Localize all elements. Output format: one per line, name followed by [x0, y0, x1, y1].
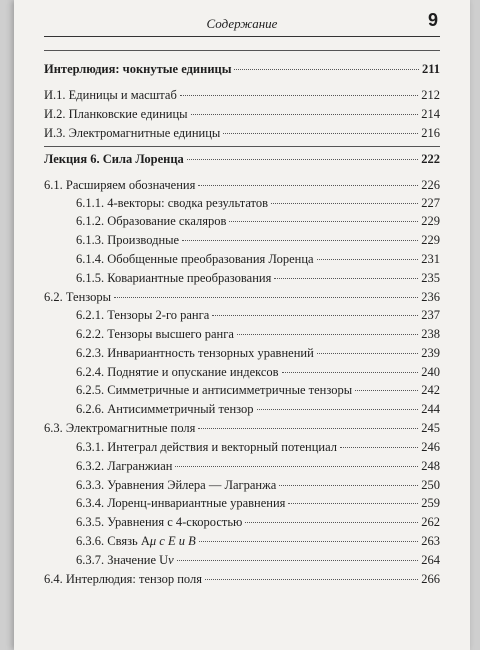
toc-entry[interactable] — [44, 88, 440, 106]
toc-entry-page: 259 — [421, 496, 440, 510]
dot-leader — [229, 221, 418, 222]
section-divider — [44, 146, 440, 147]
toc-entry-page: 238 — [421, 327, 440, 341]
toc-entry[interactable] — [44, 496, 440, 514]
toc-entry-label: 6.2. Тензоры — [44, 290, 112, 304]
toc-entry-page: 229 — [421, 233, 440, 247]
toc-entry[interactable] — [44, 196, 440, 214]
toc-entry[interactable] — [44, 252, 440, 270]
toc-entry[interactable] — [44, 178, 440, 196]
toc-entry-page: 212 — [421, 88, 440, 102]
dot-leader — [274, 278, 418, 279]
toc-entry-label: 6.1.2. Образование скаляров — [76, 214, 227, 228]
dot-leader — [234, 69, 418, 70]
toc-entry-label: 6.3.1. Интеграл действия и векторный потенциал — [76, 440, 337, 454]
dot-leader — [175, 466, 418, 467]
book-page — [14, 0, 470, 650]
toc-entry-label: 6.3.4. Лоренц-инвариантные уравнения — [76, 496, 286, 510]
table-of-contents — [44, 0, 440, 650]
toc-entry[interactable] — [44, 346, 440, 364]
toc-entry-page: 237 — [421, 308, 440, 322]
toc-entry-label: 6.3.7. Значение Uν — [76, 553, 174, 567]
toc-entry[interactable] — [44, 327, 440, 345]
dot-leader — [288, 503, 418, 504]
toc-entry-page: 235 — [421, 271, 440, 285]
dot-leader — [340, 447, 418, 448]
toc-entry[interactable] — [44, 534, 440, 552]
toc-entry[interactable] — [44, 553, 440, 571]
dot-leader — [317, 259, 419, 260]
section-divider — [44, 50, 440, 51]
dot-leader — [198, 428, 418, 429]
dot-leader — [245, 522, 418, 523]
toc-entry-label: 6.2.4. Поднятие и опускание индексов — [76, 365, 279, 379]
toc-entry-label: 6.3.6. Связь Aμ с E и B — [76, 534, 196, 548]
toc-entry-label: 6.3.5. Уравнения с 4-скоростью — [76, 515, 243, 529]
dot-leader — [282, 372, 419, 373]
toc-entry[interactable] — [44, 365, 440, 383]
dot-leader — [199, 541, 419, 542]
dot-leader — [271, 203, 418, 204]
toc-entry-page: 242 — [421, 383, 440, 397]
toc-entry-label: 6.1. Расширяем обозначения — [44, 178, 196, 192]
toc-entry-label: 6.2.5. Симметричные и антисимметричные тензоры — [76, 383, 353, 397]
page-number: 9 — [427, 10, 438, 30]
toc-entry-label: И.2. Планковские единицы — [44, 107, 188, 121]
dot-leader — [205, 579, 418, 580]
toc-entry-page: 266 — [421, 572, 440, 586]
running-title: Содержание — [206, 16, 278, 31]
toc-entry[interactable] — [44, 107, 440, 125]
dot-leader — [182, 240, 418, 241]
toc-entry-label: 6.1.4. Обобщенные преобразования Лоренца — [76, 252, 314, 266]
toc-entry[interactable] — [44, 152, 440, 170]
dot-leader — [177, 560, 419, 561]
toc-entry[interactable] — [44, 421, 440, 439]
toc-entry-label: 6.3.3. Уравнения Эйлера — Лагранжа — [76, 478, 277, 492]
dot-leader — [198, 185, 418, 186]
toc-entry-label: Интерлюдия: чокнутые единицы — [44, 62, 232, 76]
toc-entry[interactable] — [44, 271, 440, 289]
toc-entry-label: Лекция 6. Сила Лоренца — [44, 152, 184, 166]
dot-leader — [257, 409, 419, 410]
toc-entry[interactable] — [44, 515, 440, 533]
toc-entry-label: 6.3. Электромагнитные поля — [44, 421, 196, 435]
dot-leader — [180, 95, 418, 96]
toc-entry-page: 226 — [421, 178, 440, 192]
toc-entry-page: 236 — [421, 290, 440, 304]
toc-entry-label: 6.2.1. Тензоры 2-го ранга — [76, 308, 210, 322]
toc-entry-page: 211 — [421, 62, 440, 76]
toc-entry-page: 214 — [421, 107, 440, 121]
toc-entry-page: 244 — [421, 402, 440, 416]
toc-entry-label: 6.2.3. Инвариантность тензорных уравнений — [76, 346, 314, 360]
toc-entry[interactable] — [44, 308, 440, 326]
dot-leader — [279, 485, 418, 486]
dot-leader — [237, 334, 418, 335]
toc-entry-label: 6.1.5. Ковариантные преобразования — [76, 271, 272, 285]
toc-entry-page: 264 — [421, 553, 440, 567]
dot-leader — [212, 315, 418, 316]
toc-entry[interactable] — [44, 233, 440, 251]
toc-entry[interactable] — [44, 383, 440, 401]
toc-entry[interactable] — [44, 402, 440, 420]
toc-entry-math: μ с E и B — [149, 534, 196, 548]
toc-entry[interactable] — [44, 440, 440, 458]
toc-entry-page: 246 — [421, 440, 440, 454]
toc-entry[interactable] — [44, 126, 440, 144]
toc-entry-page: 227 — [421, 196, 440, 210]
toc-entry-page: 250 — [421, 478, 440, 492]
toc-entry-label: 6.1.3. Производные — [76, 233, 180, 247]
toc-entry-label: 6.2.2. Тензоры высшего ранга — [76, 327, 234, 341]
toc-entry-page: 263 — [421, 534, 440, 548]
toc-entry-page: 222 — [421, 152, 440, 166]
dot-leader — [191, 114, 419, 115]
toc-entry-label: И.1. Единицы и масштаб — [44, 88, 177, 102]
toc-entry-label: 6.1.1. 4-векторы: сводка результатов — [76, 196, 268, 210]
toc-entry[interactable] — [44, 459, 440, 477]
toc-entry-page: 240 — [421, 365, 440, 379]
toc-entry-page: 248 — [421, 459, 440, 473]
toc-entry-page: 216 — [421, 126, 440, 140]
toc-entry-page: 245 — [421, 421, 440, 435]
toc-entry-label: 6.2.6. Антисимметричный тензор — [76, 402, 254, 416]
toc-entry[interactable] — [44, 214, 440, 232]
dot-leader — [187, 159, 418, 160]
toc-entry-page: 229 — [421, 214, 440, 228]
toc-entry[interactable] — [44, 478, 440, 496]
dot-leader — [223, 133, 418, 134]
toc-entry-label: 6.3.2. Лагранжиан — [76, 459, 173, 473]
toc-entry-page: 262 — [421, 515, 440, 529]
toc-entry-label: 6.4. Интерлюдия: тензор поля — [44, 572, 202, 586]
toc-entry[interactable] — [44, 62, 440, 80]
toc-entry-math: ν — [168, 553, 174, 567]
dot-leader — [317, 353, 418, 354]
dot-leader — [355, 390, 418, 391]
toc-entry-page: 239 — [421, 346, 440, 360]
toc-entry[interactable] — [44, 290, 440, 308]
dot-leader — [114, 297, 418, 298]
toc-entry[interactable] — [44, 572, 440, 590]
toc-entry-label: И.3. Электромагнитные единицы — [44, 126, 221, 140]
toc-entry-page: 231 — [421, 252, 440, 266]
